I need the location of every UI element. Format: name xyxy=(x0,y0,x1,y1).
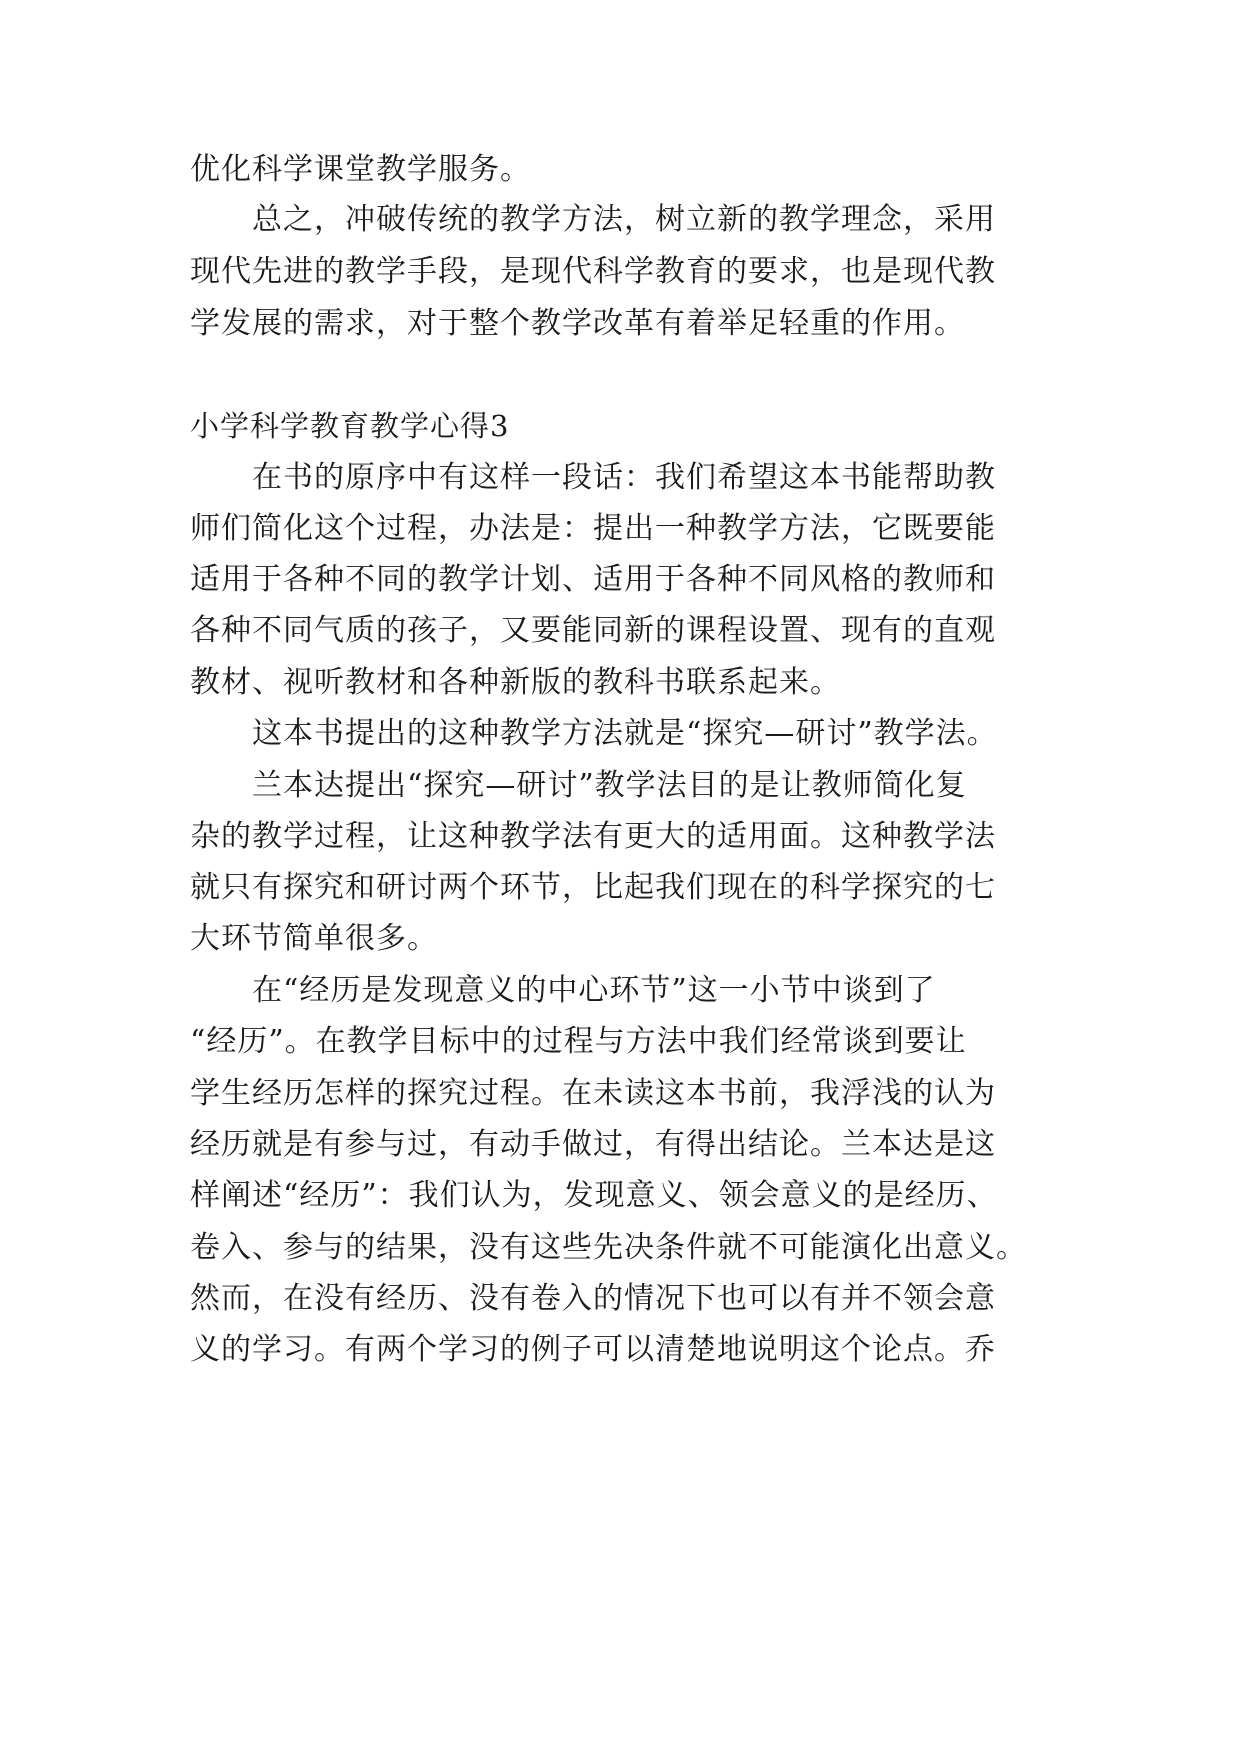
paragraph-line: 优化科学课堂教学服务。 xyxy=(190,152,531,187)
paragraph-line: 然而，在没有经历、没有卷入的情况下也可以有并不领会意 xyxy=(190,1281,996,1316)
paragraph-line: 学生经历怎样的探究过程。在未读这本书前，我浮浅的认为 xyxy=(190,1076,996,1111)
paragraph-line: 兰本达提出“探究—研讨”教学法目的是让教师简化复 xyxy=(252,768,967,803)
paragraph-line: 师们简化这个过程，办法是：提出一种教学方法，它既要能 xyxy=(190,511,996,546)
paragraph-line: 现代先进的教学手段，是现代科学教育的要求，也是现代教 xyxy=(190,254,996,289)
paragraph-line: 经历就是有参与过，有动手做过，有得出结论。兰本达是这 xyxy=(190,1127,996,1162)
paragraph-line: 学发展的需求，对于整个教学改革有着举足轻重的作用。 xyxy=(190,306,965,341)
paragraph-line: 各种不同气质的孩子，又要能同新的课程设置、现有的直观 xyxy=(190,613,996,648)
paragraph-line: 大环节简单很多。 xyxy=(190,921,438,956)
paragraph-line: 在书的原序中有这样一段话：我们希望这本书能帮助教 xyxy=(252,460,996,495)
paragraph-line: 义的学习。有两个学习的例子可以清楚地说明这个论点。乔 xyxy=(190,1332,996,1367)
section-heading: 小学科学教育教学心得3 xyxy=(190,409,510,443)
paragraph-line: 卷入、参与的结果，没有这些先决条件就不可能演化出意义。 xyxy=(190,1230,1027,1265)
paragraph-line: 样阐述“经历”：我们认为，发现意义、领会意义的是经历、 xyxy=(190,1178,998,1213)
paragraph-line: 在“经历是发现意义的中心环节”这一小节中谈到了 xyxy=(252,973,936,1008)
paragraph-line: 适用于各种不同的教学计划、适用于各种不同风格的教师和 xyxy=(190,562,996,597)
paragraph-line: 就只有探究和研讨两个环节，比起我们现在的科学探究的七 xyxy=(190,870,996,905)
paragraph-line: 总之，冲破传统的教学方法，树立新的教学理念，采用 xyxy=(252,202,996,237)
paragraph-line: 这本书提出的这种教学方法就是“探究—研讨”教学法。 xyxy=(252,716,998,751)
paragraph-line: 杂的教学过程，让这种教学法有更大的适用面。这种教学法 xyxy=(190,819,996,854)
paragraph-line: 教材、视听教材和各种新版的教科书联系起来。 xyxy=(190,665,841,700)
paragraph-line: “经历”。在教学目标中的过程与方法中我们经常谈到要让 xyxy=(190,1024,967,1059)
